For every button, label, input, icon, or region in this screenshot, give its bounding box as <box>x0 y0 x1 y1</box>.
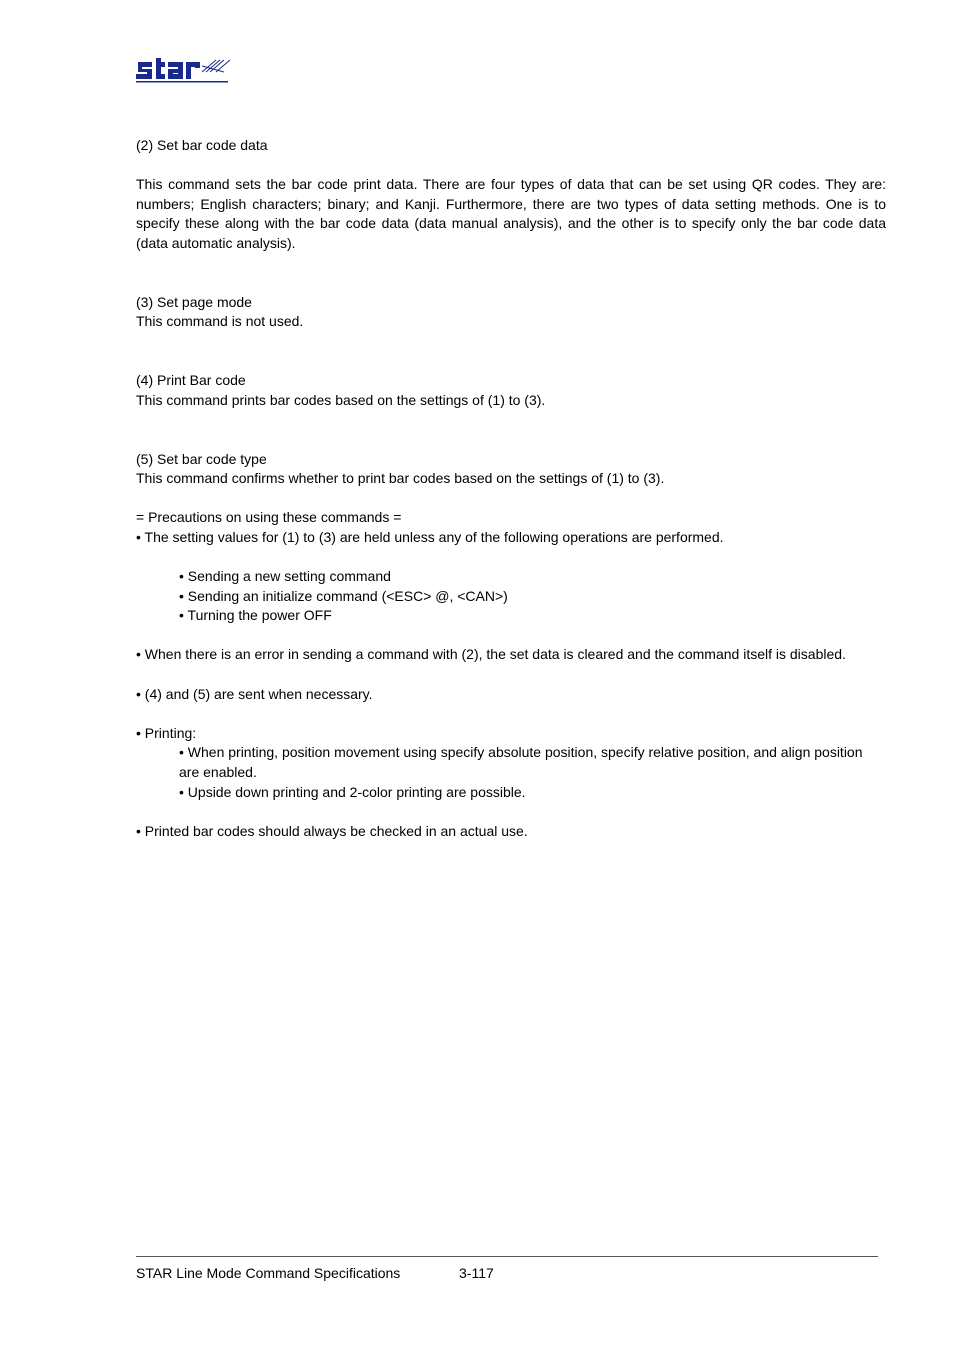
printing-item-2: • Upside down printing and 2-color printing are possible. <box>179 783 526 800</box>
footer-doc-title: STAR Line Mode Command Specifications <box>136 1265 401 1281</box>
printing-item-1: • When printing, position movement using specify absolute position, specify relative position, and align position <box>179 744 863 761</box>
star-logo-icon <box>136 52 232 84</box>
section-2-title: (2) Set bar code data <box>136 137 268 153</box>
printing-item-1-continued <box>136 763 886 783</box>
precautions-held-note: • The setting values for (1) to (3) are held unless any of the following operations are performed. <box>136 528 724 545</box>
precautions-check-note: • Printed bar codes should always be checked in an actual use. <box>136 822 528 839</box>
section-3-title: (3) Set page mode <box>136 293 252 310</box>
list-item: • Sending an initialize command (<ESC> @, <CAN>) <box>179 587 508 604</box>
precautions-heading: = Precautions on using these commands = <box>136 509 402 526</box>
printing-heading: • Printing: <box>136 724 197 741</box>
section-5-title: (5) Set bar code type <box>136 450 267 467</box>
section-4-title: (4) Print Bar code <box>136 372 246 389</box>
section-5-body: This command confirms whether to print bar codes based on the settings of (1) to (3). <box>136 470 665 487</box>
printing-item-1-cont-text: are enabled. <box>179 764 257 780</box>
document-body <box>136 136 886 841</box>
precautions-error-note: • When there is an error in sending a command with (2), the set data is cleared and the command itself is disabled. <box>136 646 846 663</box>
section-4-body: This command prints bar codes based on the settings of (1) to (3). <box>136 391 546 408</box>
section-2-body: This command sets the bar code print data. There are four types of data that can be set using QR codes. They are: numbers; English characters; binary; and Kanji. Furthermore, there are two types of data setting methods. One is to specify these along with the bar code data (data manual analysis), and the other is to specify only the bar code data (data automatic analysis). <box>136 176 886 251</box>
footer-page-number: 3-117 <box>459 1265 494 1281</box>
list-item: • Turning the power OFF <box>179 607 332 624</box>
section-3-body: This command is not used. <box>136 313 304 330</box>
list-item: • Sending a new setting command <box>179 568 391 585</box>
precautions-send-note: • (4) and (5) are sent when necessary. <box>136 685 373 702</box>
footer-divider <box>136 1256 878 1257</box>
